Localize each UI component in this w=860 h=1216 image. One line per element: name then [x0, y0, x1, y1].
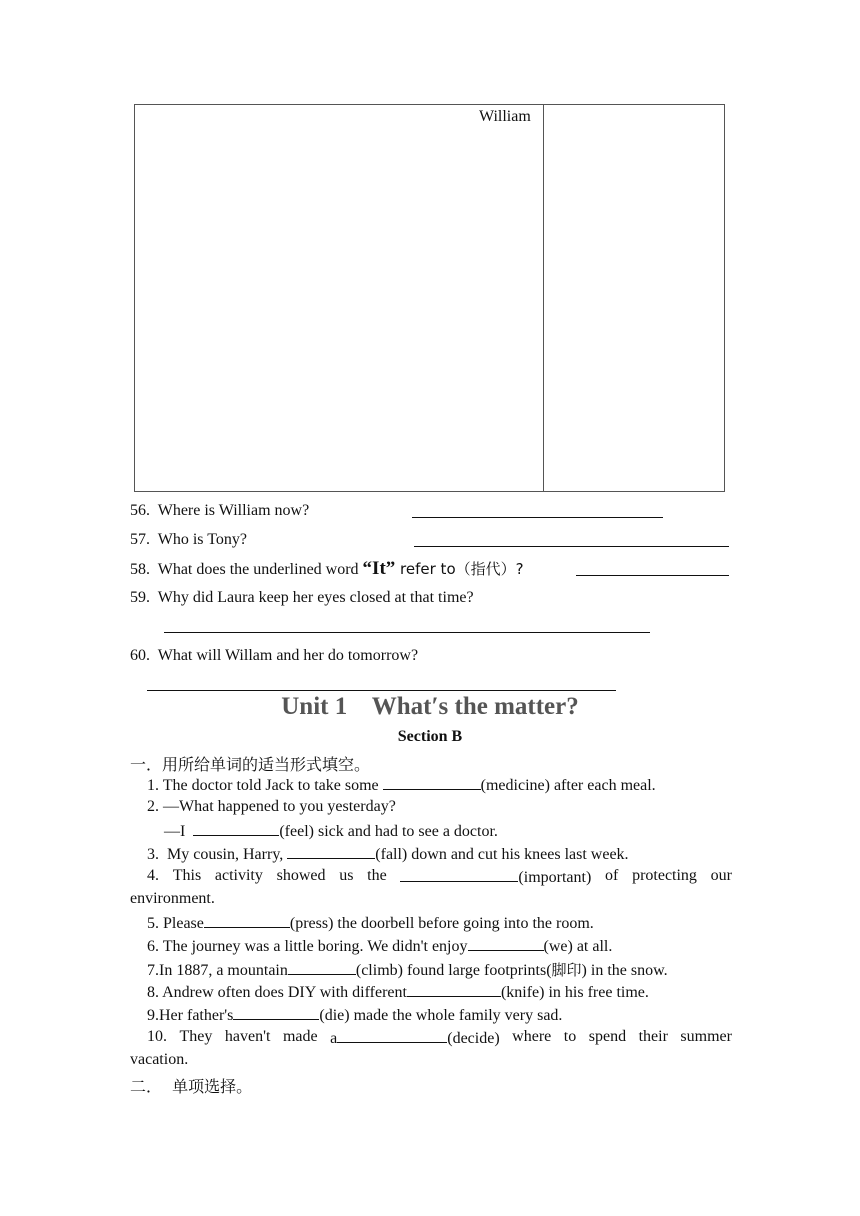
item-word: (decide) — [447, 1030, 500, 1047]
item-text: 1. The doctor told Jack to take some — [147, 777, 383, 794]
exercise-item-10 — [147, 1028, 732, 1048]
answer-line-57[interactable] — [414, 546, 729, 547]
exercise-item-8 — [147, 982, 649, 1002]
blank-5[interactable] — [204, 913, 290, 928]
exercise-item-2a: 2. —What happened to you yesterday? — [147, 798, 396, 815]
item-word: the — [367, 867, 387, 884]
question-number: 58. — [130, 561, 150, 578]
item-text: 脚印 — [551, 961, 582, 979]
question-text: What will Willam and her do tomorrow? — [157, 647, 419, 664]
item-word: summer — [680, 1028, 732, 1045]
exercise-item-7 — [147, 959, 668, 980]
exercise-item-10-continued: vacation. — [130, 1051, 189, 1068]
blank-4[interactable] — [400, 867, 518, 882]
answer-line-56[interactable] — [412, 517, 663, 518]
item-word: of — [605, 867, 619, 884]
question-57 — [130, 531, 247, 549]
exercise-item-1 — [147, 775, 656, 795]
item-text: (climb) found large footprints( — [355, 962, 552, 979]
item-word: to — [563, 1028, 577, 1045]
blank-9[interactable] — [233, 1005, 319, 1020]
item-text: 6. The journey was a little boring. We didn't enjoy — [147, 938, 468, 955]
item-word: showed — [276, 867, 326, 884]
item-word: They — [179, 1028, 213, 1045]
question-60 — [130, 647, 418, 665]
item-word: 4. — [147, 867, 159, 884]
item-text: (we) at all. — [543, 938, 613, 955]
item-word: made — [282, 1028, 318, 1045]
section-title: Section B — [397, 728, 463, 745]
item-word: This — [172, 867, 202, 884]
question-number: 59. — [130, 589, 150, 606]
blank-8[interactable] — [407, 982, 501, 997]
answer-line-58[interactable] — [576, 575, 729, 576]
item-text: (die) made the whole family very sad. — [319, 1007, 563, 1024]
item-text: —I — [164, 823, 190, 840]
blank-10[interactable] — [337, 1028, 447, 1043]
exercise-item-4-continued: environment. — [130, 890, 215, 907]
question-number: 56. — [130, 502, 150, 519]
item-word: where — [512, 1028, 552, 1045]
item-word: protecting — [632, 867, 697, 884]
item-word: activity — [214, 867, 263, 884]
unit-title: Unit 1 What′s the matter? — [281, 693, 579, 720]
item-text: ) in the snow. — [581, 962, 668, 979]
question-58 — [130, 558, 524, 580]
question-number: 57. — [130, 531, 150, 548]
item-text: 9.Her father's — [147, 1007, 234, 1024]
blank-2[interactable] — [193, 821, 279, 836]
part2-heading: 二． 单项选择。 — [130, 1077, 253, 1096]
item-word: our — [710, 867, 732, 884]
question-number: 60. — [130, 647, 150, 664]
question-text: What does the underlined word — [157, 561, 363, 578]
question-text: Why did Laura keep her eyes closed at that time? — [157, 589, 474, 606]
exercise-item-5 — [147, 913, 594, 933]
exercise-item-6 — [147, 936, 612, 956]
item-word: a — [330, 1030, 338, 1047]
exercise-item-2b — [164, 821, 498, 841]
table-cell-text: William — [479, 108, 531, 125]
blank-1[interactable] — [383, 775, 481, 790]
item-text: 7.In 1887, a mountain — [147, 962, 288, 979]
exercise-item-4 — [147, 867, 732, 887]
answer-line-60[interactable] — [147, 690, 616, 691]
item-word: 10. — [147, 1028, 167, 1045]
blank-7[interactable] — [288, 960, 356, 975]
item-word: spend — [588, 1028, 627, 1045]
reading-table — [134, 104, 725, 492]
item-text: 5. Please — [147, 915, 204, 932]
table-column-divider — [543, 105, 544, 491]
item-text: 8. Andrew often does DIY with different — [147, 984, 407, 1001]
item-word: (important) — [518, 869, 592, 886]
question-56 — [130, 502, 309, 520]
answer-line-59[interactable] — [164, 632, 650, 633]
item-text: (fall) down and cut his knees last week. — [375, 846, 629, 863]
part1-heading: 一．用所给单词的适当形式填空。 — [130, 755, 371, 774]
item-word: their — [638, 1028, 668, 1045]
question-text-tail: refer to（指代）? — [395, 560, 524, 578]
underlined-word: “It” — [362, 558, 396, 579]
item-text: (feel) sick and had to see a doctor. — [279, 823, 498, 840]
question-text: Who is Tony? — [157, 531, 247, 548]
blank-3[interactable] — [287, 844, 375, 859]
item-text: (medicine) after each meal. — [480, 777, 656, 794]
blank-6[interactable] — [468, 936, 544, 951]
question-59 — [130, 589, 474, 607]
item-text: 3. My cousin, Harry, — [147, 846, 288, 863]
exercise-item-9 — [147, 1005, 562, 1025]
item-text: (press) the doorbell before going into the room. — [289, 915, 594, 932]
question-text: Where is William now? — [157, 502, 310, 519]
item-word: us — [339, 867, 354, 884]
item-word: haven't — [224, 1028, 271, 1045]
item-text: (knife) in his free time. — [500, 984, 649, 1001]
exercise-item-3 — [147, 844, 629, 864]
